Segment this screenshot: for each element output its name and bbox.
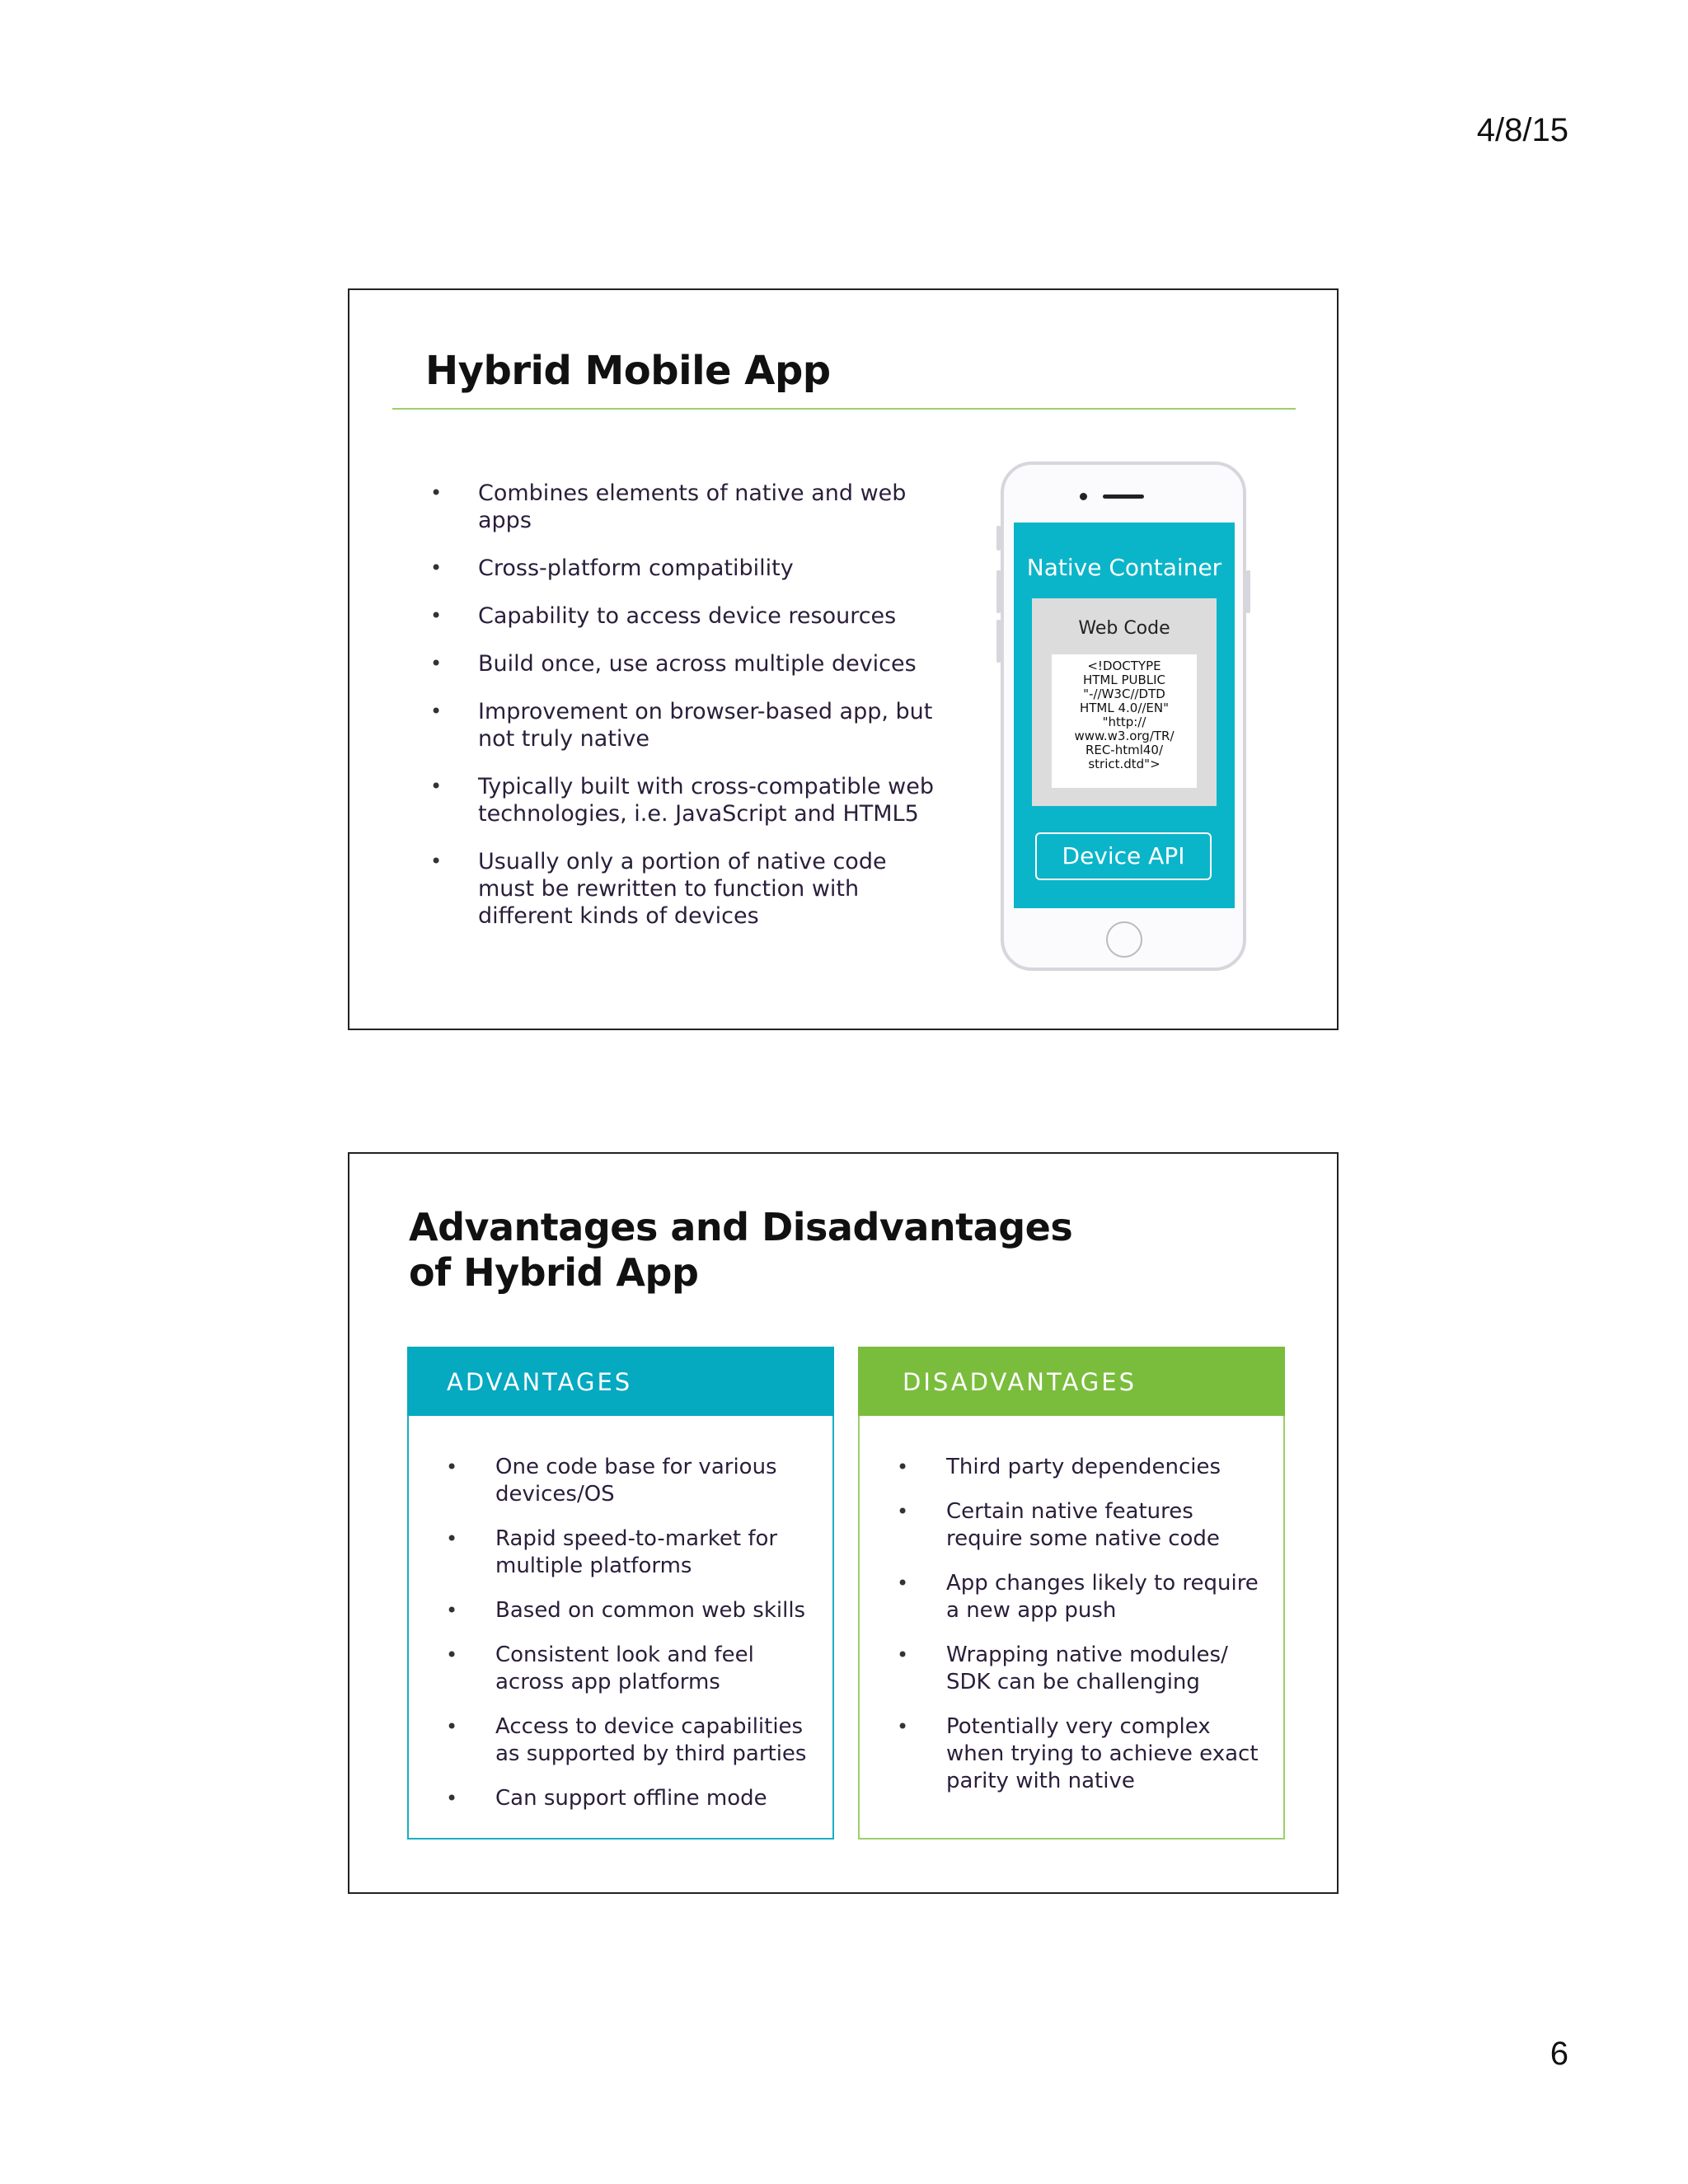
web-code-label: Web Code [1078,618,1170,639]
list-item [430,650,940,677]
list-item [897,1570,1259,1624]
list-item-text: Rapid speed-to-market for multiple platforms [495,1526,778,1578]
bullet-icon: • [897,1500,909,1523]
list-item-text: Cross-platform compatibility [478,555,794,581]
phone-illustration [1001,462,1246,971]
list-item [446,1785,809,1812]
bullet-icon: • [897,1455,909,1479]
bullet-icon: • [430,652,443,675]
bullet-icon: • [430,481,443,504]
slide-title-line: Advantages and Disadvantages [409,1205,1073,1249]
bullet-icon: • [446,1599,458,1622]
list-item [446,1526,809,1580]
slide-title: Hybrid Mobile App [425,348,831,394]
list-item-text: Wrapping native modules/ SDK can be challenging [946,1643,1228,1694]
home-button-icon [1106,921,1142,958]
bullet-icon: • [446,1715,458,1738]
list-item-text: Capability to access device resources [478,603,897,629]
list-item-text: Can support offline mode [495,1786,767,1811]
list-item-text: One code base for various devices/OS [495,1455,777,1507]
list-item [446,1642,809,1696]
list-item-text: Typically built with cross-compatible web technologies, i.e. JavaScript and HTML5 [478,774,934,827]
disadvantages-panel [858,1347,1285,1840]
camera-icon [1080,493,1087,500]
code-snippet: <!DOCTYPE HTML PUBLIC "-//W3C//DTD HTML 4.0//EN" "http:// www.w3.org/TR/ REC-html40/ strict.dtd"> [1052,654,1197,788]
list-item-text: Certain native features require some native code [946,1499,1220,1551]
bullet-list [430,480,940,950]
list-item [446,1597,809,1624]
bullet-icon: • [430,604,443,627]
bullet-icon: • [430,775,443,798]
list-item-text: App changes likely to require a new app push [946,1571,1259,1623]
list-item [446,1454,809,1508]
bullet-icon: • [446,1643,458,1666]
advantages-heading: ADVANTAGES [407,1347,834,1416]
web-code-box [1032,598,1217,806]
bullet-icon: • [430,556,443,579]
speaker-icon [1103,494,1144,499]
bullet-icon: • [430,700,443,723]
list-item [897,1454,1259,1481]
disadvantages-heading: DISADVANTAGES [858,1347,1285,1416]
slide-advantages-disadvantages [348,1152,1339,1894]
bullet-icon: • [446,1787,458,1810]
list-item [430,773,940,827]
title-divider [392,408,1296,410]
list-item-text: Combines elements of native and web apps [478,480,907,533]
phone-side-button [1246,570,1250,613]
native-container-label: Native Container [1026,554,1222,581]
bullet-icon: • [897,1643,909,1666]
phone-side-button [996,620,1001,663]
list-item [430,555,940,582]
advantages-list [446,1454,809,1830]
bullet-icon: • [446,1455,458,1479]
slide-hybrid-mobile-app [348,288,1339,1030]
list-item [897,1713,1259,1795]
bullet-icon: • [430,850,443,873]
list-item-text: Consistent look and feel across app platforms [495,1643,754,1694]
list-item-text: Improvement on browser-based app, but not truly native [478,699,933,752]
page-date: 4/8/15 [1476,112,1568,148]
bullet-icon: • [446,1527,458,1550]
phone-side-button [996,526,1001,551]
slide-title [409,1205,1151,1296]
list-item-text: Usually only a portion of native code must be rewritten to function with different kinds of devices [478,849,887,929]
phone-screen [1014,523,1235,908]
disadvantages-list [897,1454,1259,1812]
list-item-text: Access to device capabilities as supported by third parties [495,1714,807,1766]
bullet-icon: • [897,1715,909,1738]
page-number: 6 [1550,2036,1568,2072]
list-item [897,1498,1259,1553]
bullet-icon: • [897,1572,909,1595]
list-item-text: Based on common web skills [495,1598,806,1623]
list-item [430,480,940,534]
list-item [430,848,940,930]
list-item [446,1713,809,1768]
list-item-text: Build once, use across multiple devices [478,651,917,677]
list-item [897,1642,1259,1696]
slide-title-line: of Hybrid App [409,1250,699,1295]
list-item [430,698,940,752]
list-item-text: Potentially very complex when trying to achieve exact parity with native [946,1714,1259,1793]
phone-side-button [996,570,1001,613]
device-api-label: Device API [1035,832,1212,880]
list-item [430,602,940,630]
list-item-text: Third party dependencies [946,1455,1221,1479]
advantages-panel [407,1347,834,1840]
